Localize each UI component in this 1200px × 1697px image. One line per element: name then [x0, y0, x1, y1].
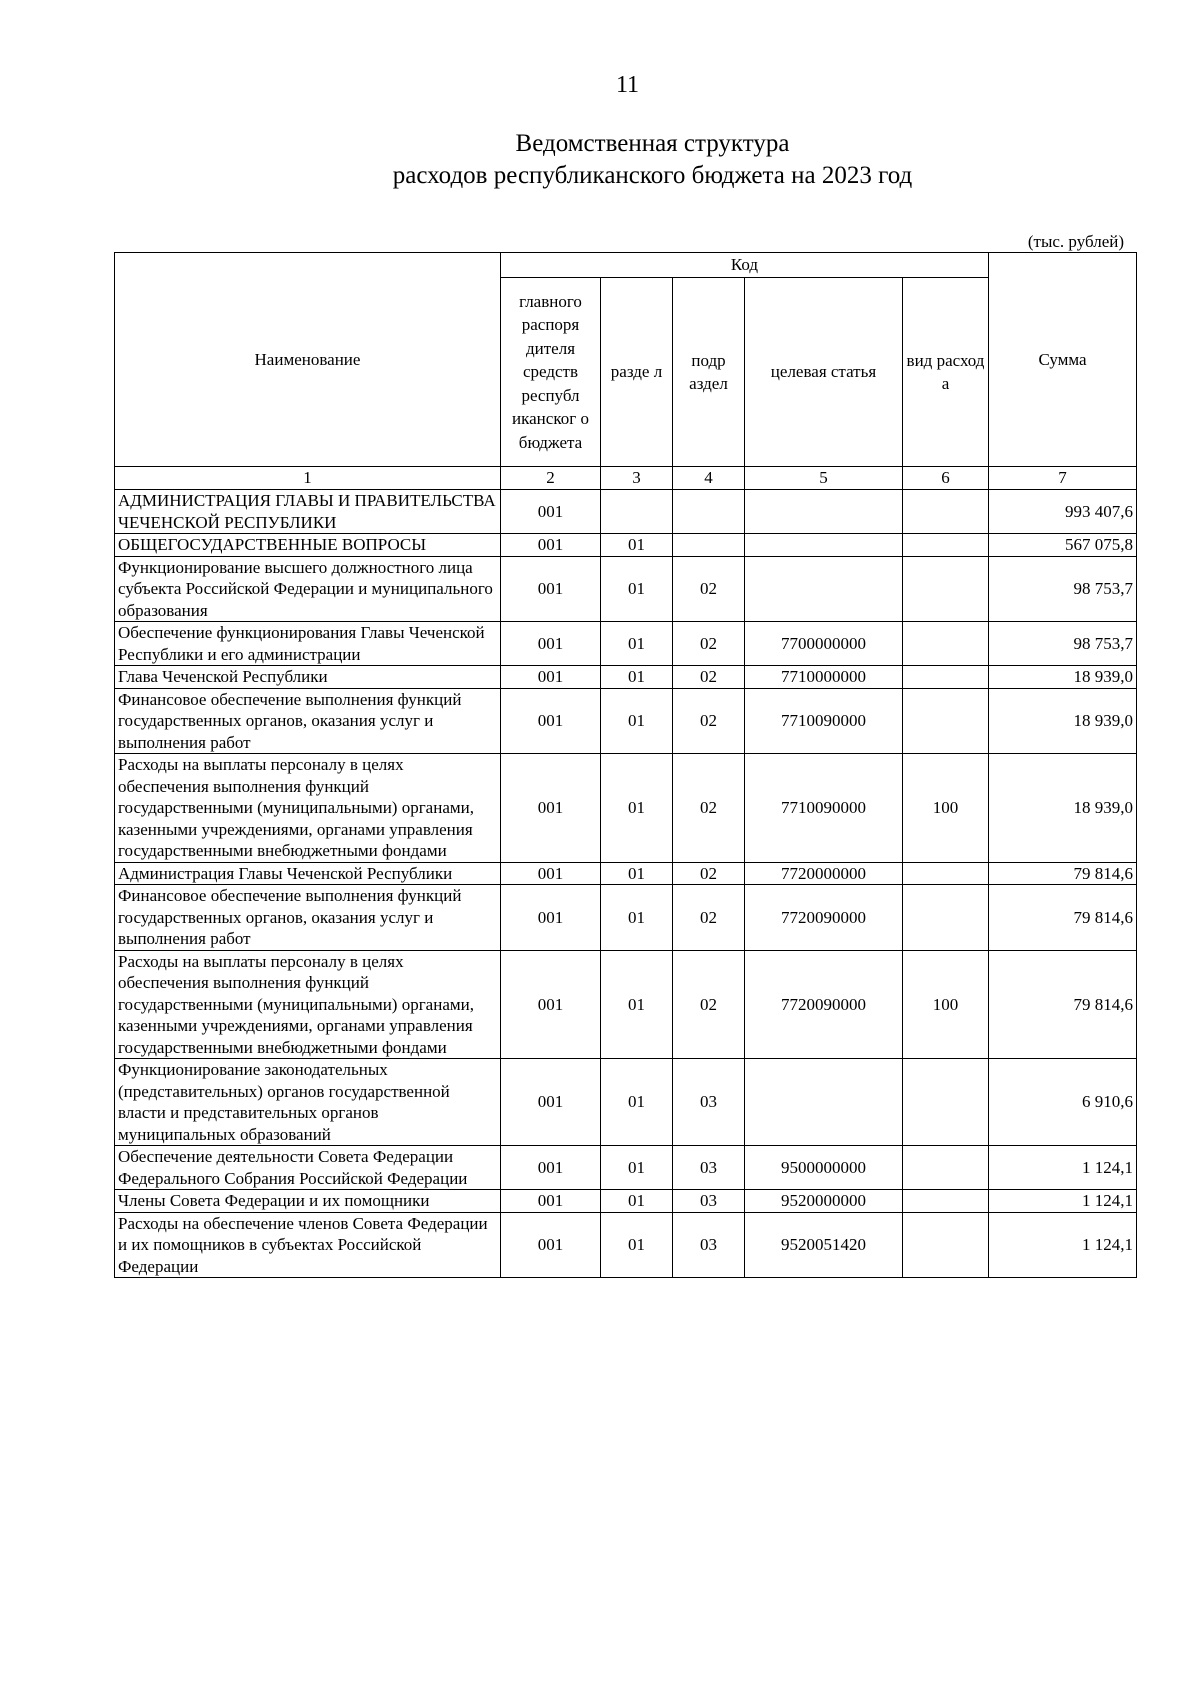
row-subsection: 03 [673, 1146, 745, 1190]
row-section [601, 490, 673, 534]
table-row [115, 950, 1137, 1059]
header-name: Наименование [115, 253, 501, 467]
table-row [115, 622, 1137, 666]
row-expense-type [903, 666, 989, 689]
table-row [115, 1190, 1137, 1213]
row-name: АДМИНИСТРАЦИЯ ГЛАВЫ И ПРАВИТЕЛЬСТВА ЧЕЧЕНСКОЙ РЕСПУБЛИКИ [115, 490, 501, 534]
row-target-article: 7710090000 [745, 754, 903, 863]
column-number: 5 [745, 467, 903, 490]
row-target-article: 7710000000 [745, 666, 903, 689]
row-target-article [745, 556, 903, 622]
row-name: Расходы на обеспечение членов Совета Федерации и их помощников в субъектах Российской Федерации [115, 1212, 501, 1278]
row-expense-type [903, 862, 989, 885]
row-main-manager: 001 [501, 950, 601, 1059]
row-main-manager: 001 [501, 885, 601, 951]
table-row [115, 666, 1137, 689]
table-row [115, 1059, 1137, 1146]
row-subsection: 02 [673, 862, 745, 885]
row-expense-type [903, 490, 989, 534]
header-target-article: целевая статья [745, 278, 903, 467]
column-number: 3 [601, 467, 673, 490]
row-expense-type [903, 1146, 989, 1190]
row-target-article: 7720000000 [745, 862, 903, 885]
row-sum: 98 753,7 [989, 556, 1137, 622]
row-target-article: 9500000000 [745, 1146, 903, 1190]
row-subsection: 02 [673, 666, 745, 689]
row-sum: 79 814,6 [989, 862, 1137, 885]
row-main-manager: 001 [501, 1059, 601, 1146]
row-section: 01 [601, 862, 673, 885]
row-target-article: 7700000000 [745, 622, 903, 666]
column-number: 4 [673, 467, 745, 490]
row-section: 01 [601, 556, 673, 622]
row-name: Администрация Главы Чеченской Республики [115, 862, 501, 885]
row-sum: 6 910,6 [989, 1059, 1137, 1146]
table-row [115, 1146, 1137, 1190]
units-label: (тыс. рублей) [1027, 232, 1124, 251]
row-section: 01 [601, 950, 673, 1059]
table-row [115, 688, 1137, 754]
column-number: 1 [115, 467, 501, 490]
row-name: Обеспечение деятельности Совета Федерации Федерального Собрания Российской Федерации [115, 1146, 501, 1190]
row-main-manager: 001 [501, 1146, 601, 1190]
row-main-manager: 001 [501, 534, 601, 557]
row-name: Члены Совета Федерации и их помощники [115, 1190, 501, 1213]
table-row [115, 490, 1137, 534]
row-section: 01 [601, 622, 673, 666]
table-row [115, 534, 1137, 557]
row-main-manager: 001 [501, 666, 601, 689]
row-target-article: 9520000000 [745, 1190, 903, 1213]
row-subsection: 03 [673, 1059, 745, 1146]
table-row [115, 556, 1137, 622]
row-name: Глава Чеченской Республики [115, 666, 501, 689]
row-expense-type: 100 [903, 950, 989, 1059]
row-subsection [673, 534, 745, 557]
row-sum: 18 939,0 [989, 666, 1137, 689]
row-main-manager: 001 [501, 1190, 601, 1213]
column-numbers-row [115, 467, 1137, 490]
row-expense-type [903, 885, 989, 951]
row-name: Функционирование высшего должностного лица субъекта Российской Федерации и муниципального образования [115, 556, 501, 622]
row-sum: 1 124,1 [989, 1190, 1137, 1213]
row-main-manager: 001 [501, 622, 601, 666]
row-sum: 1 124,1 [989, 1146, 1137, 1190]
budget-table [114, 252, 1137, 1278]
row-section: 01 [601, 1146, 673, 1190]
row-name: Функционирование законодательных (представительных) органов государственной власти и представительных органов муниципальных образований [115, 1059, 501, 1146]
row-target-article: 7720090000 [745, 950, 903, 1059]
row-sum: 79 814,6 [989, 950, 1137, 1059]
row-sum: 567 075,8 [989, 534, 1137, 557]
row-expense-type [903, 534, 989, 557]
row-target-article [745, 534, 903, 557]
row-sum: 1 124,1 [989, 1212, 1137, 1278]
row-main-manager: 001 [501, 490, 601, 534]
header-subsection: подр аздел [673, 278, 745, 467]
row-expense-type [903, 556, 989, 622]
row-section: 01 [601, 1059, 673, 1146]
row-target-article: 7720090000 [745, 885, 903, 951]
header-expense-type: вид расход а [903, 278, 989, 467]
table-body [115, 490, 1137, 1278]
row-target-article [745, 1059, 903, 1146]
page-number: 11 [615, 72, 640, 98]
row-main-manager: 001 [501, 754, 601, 863]
row-main-manager: 001 [501, 1212, 601, 1278]
header-sum: Сумма [989, 253, 1137, 467]
row-main-manager: 001 [501, 556, 601, 622]
row-subsection: 02 [673, 688, 745, 754]
row-sum: 18 939,0 [989, 754, 1137, 863]
row-section: 01 [601, 1190, 673, 1213]
table-row [115, 885, 1137, 951]
row-subsection: 02 [673, 754, 745, 863]
row-sum: 993 407,6 [989, 490, 1137, 534]
row-sum: 79 814,6 [989, 885, 1137, 951]
row-section: 01 [601, 688, 673, 754]
row-expense-type: 100 [903, 754, 989, 863]
title-line-1: Ведомственная структура [515, 130, 790, 157]
row-expense-type [903, 688, 989, 754]
row-subsection: 03 [673, 1212, 745, 1278]
column-number: 7 [989, 467, 1137, 490]
header-main-manager: главного распоря дителя средств республ иканског о бюджета [501, 278, 601, 467]
row-sum: 18 939,0 [989, 688, 1137, 754]
row-target-article [745, 490, 903, 534]
row-section: 01 [601, 666, 673, 689]
row-name: Финансовое обеспечение выполнения функций государственных органов, оказания услуг и выполнения работ [115, 688, 501, 754]
row-name: Расходы на выплаты персоналу в целях обеспечения выполнения функций государственными (муниципальными) органами, казенными учреждениями, органами управления государственными внебюджетными фондами [115, 950, 501, 1059]
row-name: Обеспечение функционирования Главы Чеченской Республики и его администрации [115, 622, 501, 666]
title-line-2: расходов республиканского бюджета на 2023 год [392, 162, 913, 189]
row-target-article: 7710090000 [745, 688, 903, 754]
row-expense-type [903, 1212, 989, 1278]
header-section: разде л [601, 278, 673, 467]
row-subsection [673, 490, 745, 534]
row-expense-type [903, 622, 989, 666]
row-subsection: 02 [673, 622, 745, 666]
row-subsection: 02 [673, 950, 745, 1059]
table-header [115, 253, 1137, 490]
row-expense-type [903, 1059, 989, 1146]
row-sum: 98 753,7 [989, 622, 1137, 666]
row-main-manager: 001 [501, 862, 601, 885]
row-name: Финансовое обеспечение выполнения функций государственных органов, оказания услуг и выполнения работ [115, 885, 501, 951]
row-section: 01 [601, 1212, 673, 1278]
document-title [0, 128, 1200, 192]
row-section: 01 [601, 754, 673, 863]
column-number: 6 [903, 467, 989, 490]
row-section: 01 [601, 534, 673, 557]
row-subsection: 02 [673, 556, 745, 622]
row-section: 01 [601, 885, 673, 951]
row-name: Расходы на выплаты персоналу в целях обеспечения выполнения функций государственными (муниципальными) органами, казенными учреждениями, органами управления государственными внебюджетными фондами [115, 754, 501, 863]
table-row [115, 754, 1137, 863]
table-row [115, 862, 1137, 885]
row-subsection: 02 [673, 885, 745, 951]
row-target-article: 9520051420 [745, 1212, 903, 1278]
row-expense-type [903, 1190, 989, 1213]
column-number: 2 [501, 467, 601, 490]
header-code: Код [501, 253, 989, 278]
table-row [115, 1212, 1137, 1278]
row-name: ОБЩЕГОСУДАРСТВЕННЫЕ ВОПРОСЫ [115, 534, 501, 557]
row-main-manager: 001 [501, 688, 601, 754]
row-subsection: 03 [673, 1190, 745, 1213]
